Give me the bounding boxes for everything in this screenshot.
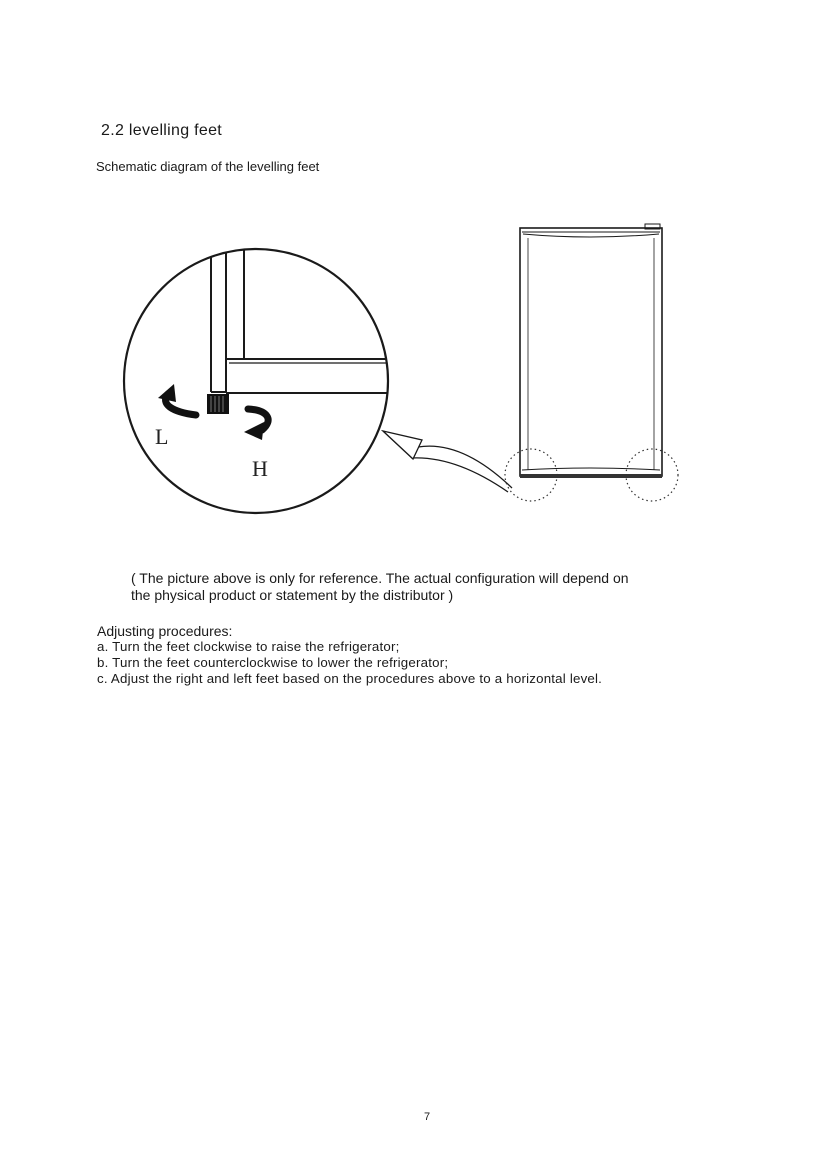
magnified-view [124, 240, 400, 513]
reference-note-line-2: the physical product or statement by the distributor ) [131, 587, 454, 603]
procedures-list [97, 639, 602, 687]
label-low: L [155, 424, 169, 449]
procedure-step-c: c. Adjust the right and left feet based on the procedures above to a horizontal level. [97, 671, 603, 686]
reference-note [131, 570, 691, 604]
procedures-title: Adjusting procedures: [97, 623, 233, 639]
reference-note-line-1: ( The picture above is only for reference. The actual configuration will depend on [131, 570, 629, 586]
adjustable-foot-icon [207, 394, 229, 414]
label-high: H [252, 456, 268, 481]
diagram-caption: Schematic diagram of the levelling feet [96, 159, 320, 174]
callout-arrow-icon [383, 431, 512, 492]
refrigerator-outline-icon [520, 224, 662, 478]
page-number: 7 [424, 1111, 431, 1123]
procedure-step-a: a. Turn the feet clockwise to raise the refrigerator; [97, 639, 400, 654]
procedure-step-b: b. Turn the feet counterclockwise to lower the refrigerator; [97, 655, 449, 670]
section-title: 2.2 levelling feet [101, 122, 223, 139]
levelling-feet-diagram [0, 0, 829, 560]
